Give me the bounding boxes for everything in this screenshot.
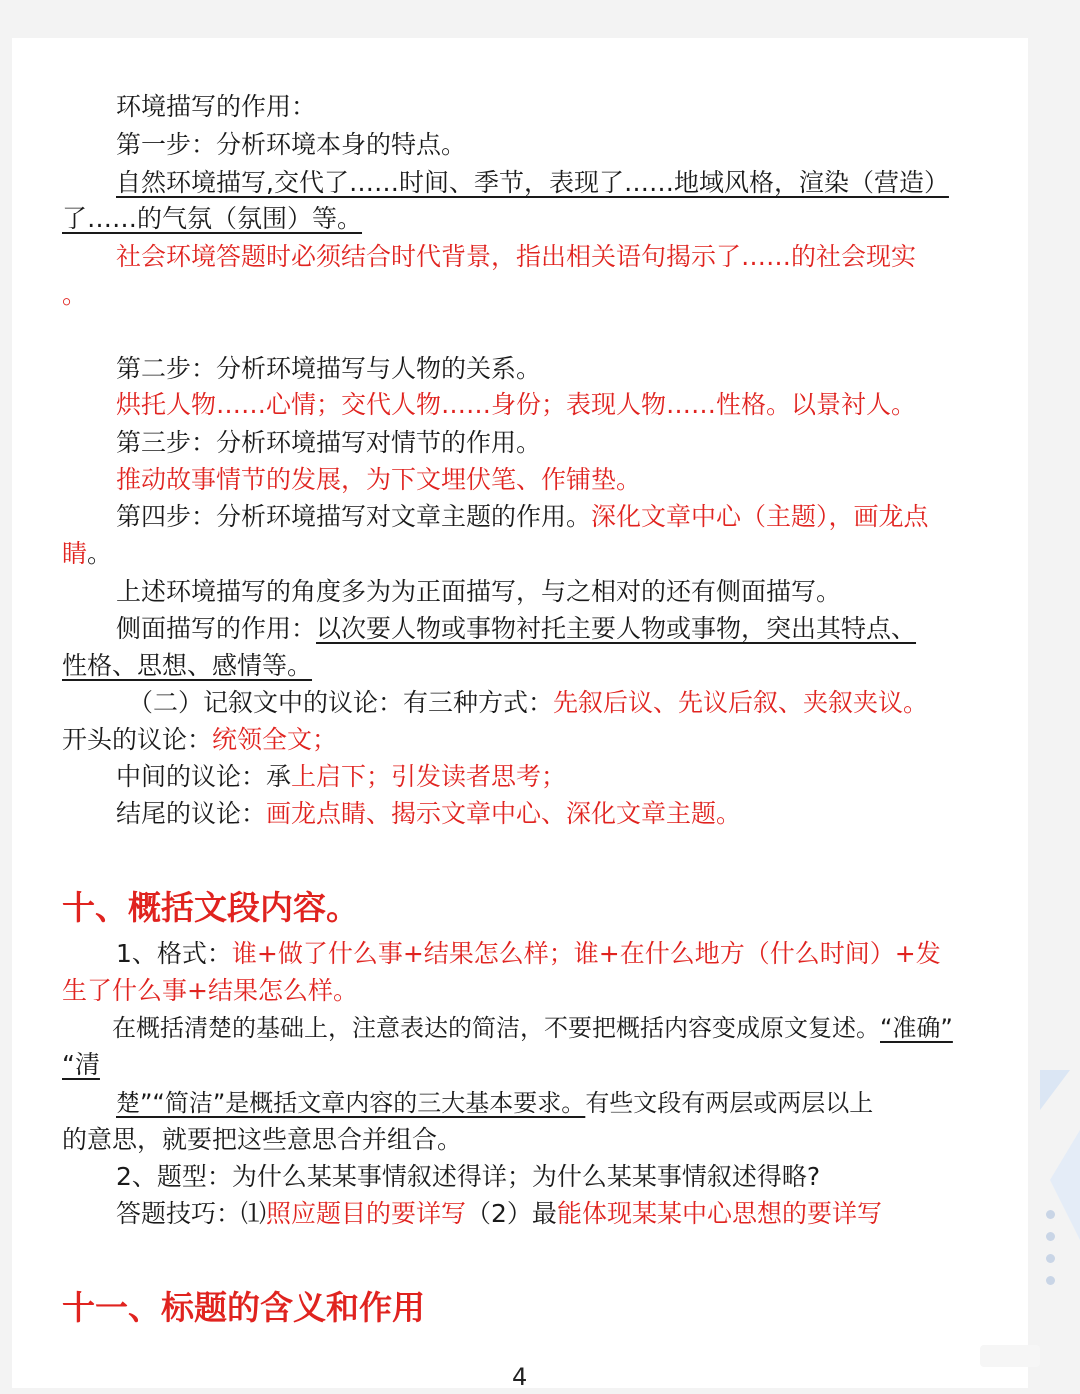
requirements-line-cont: 的意思，就要把这些意思合并组合。: [62, 1125, 463, 1154]
social-env-text: 社会环境答题时必须结合时代背景，指出相关语句揭示了……的社会现实: [116, 242, 917, 271]
heading-section-11: 十一、标题的含义和作用: [62, 1288, 425, 1327]
heading-section-10: 十、概括文段内容。: [62, 888, 359, 927]
faint-watermark: [980, 1345, 1040, 1367]
step-two-answer: 烘托人物……心情；交代人物……身份；表现人物……性格。以景衬人。: [116, 390, 917, 419]
side-description: 侧面描写的作用：以次要人物或事物衬托主要人物或事物，突出其特点、: [116, 614, 917, 643]
ending-discussion: 结尾的议论：画龙点睛、揭示文章中心、深化文章主题。: [116, 799, 742, 828]
section-label: 环境描写的作用：: [116, 92, 317, 121]
opening-discussion: 开头的议论：统领全文；: [62, 725, 338, 754]
natural-env-text: 自然环境描写,交代了……时间、季节，表现了……地域风格，渲染（营造）: [116, 168, 949, 197]
step-two: 第二步：分析环境描写与人物的关系。: [116, 354, 542, 383]
answer-tips: 答题技巧：⑴照应题目的要详写（2）最能体现某某中心思想的要详写: [116, 1199, 882, 1228]
natural-env-text-cont: 了……的气氛（氛围）等。: [62, 204, 363, 233]
step-four-answer: 深化文章中心（主题），画龙点: [591, 502, 929, 531]
side-description-cont: 性格、思想、感情等。: [62, 651, 313, 680]
requirements-line: 楚”“简洁”是概括文章内容的三大基本要求。有些文段有两层或两层以上: [116, 1089, 874, 1117]
concise-note: 在概括清楚的基础上，注意表达的简洁，不要把概括内容变成原文复述。“准确”: [112, 1014, 953, 1042]
step-one: 第一步：分析环境本身的特点。: [116, 130, 467, 159]
page-number: 4: [512, 1363, 528, 1391]
page-dots-indicator: [1046, 1210, 1058, 1300]
middle-discussion: 中间的议论：承上启下；引发读者思考；: [116, 762, 567, 791]
step-four: 第四步：分析环境描写对文章主题的作用。深化文章中心（主题），画龙点: [116, 502, 929, 531]
step-three-answer: 推动故事情节的发展，为下文埋伏笔、作铺垫。: [116, 465, 642, 494]
question-type: 2、题型：为什么某某事情叙述得详；为什么某某事情叙述得略?: [116, 1162, 821, 1191]
angle-note: 上述环境描写的角度多为为正面描写，与之相对的还有侧面描写。: [116, 577, 842, 606]
step-three: 第三步：分析环境描写对情节的作用。: [116, 428, 542, 457]
format-line-cont: 生了什么事+结果怎么样。: [62, 976, 358, 1005]
narrative-discussion: （二）记叙文中的议论：有三种方式：先叙后议、先议后叙、夹叙夹议。: [128, 688, 929, 717]
concise-note-quote: “清: [62, 1050, 100, 1079]
format-line: 1、格式：谁+做了什么事+结果怎么样；谁+在什么地方（什么时间）+发: [116, 939, 941, 968]
step-four-cont: 睛。: [62, 539, 113, 568]
social-env-text-cont: 。: [62, 280, 88, 309]
